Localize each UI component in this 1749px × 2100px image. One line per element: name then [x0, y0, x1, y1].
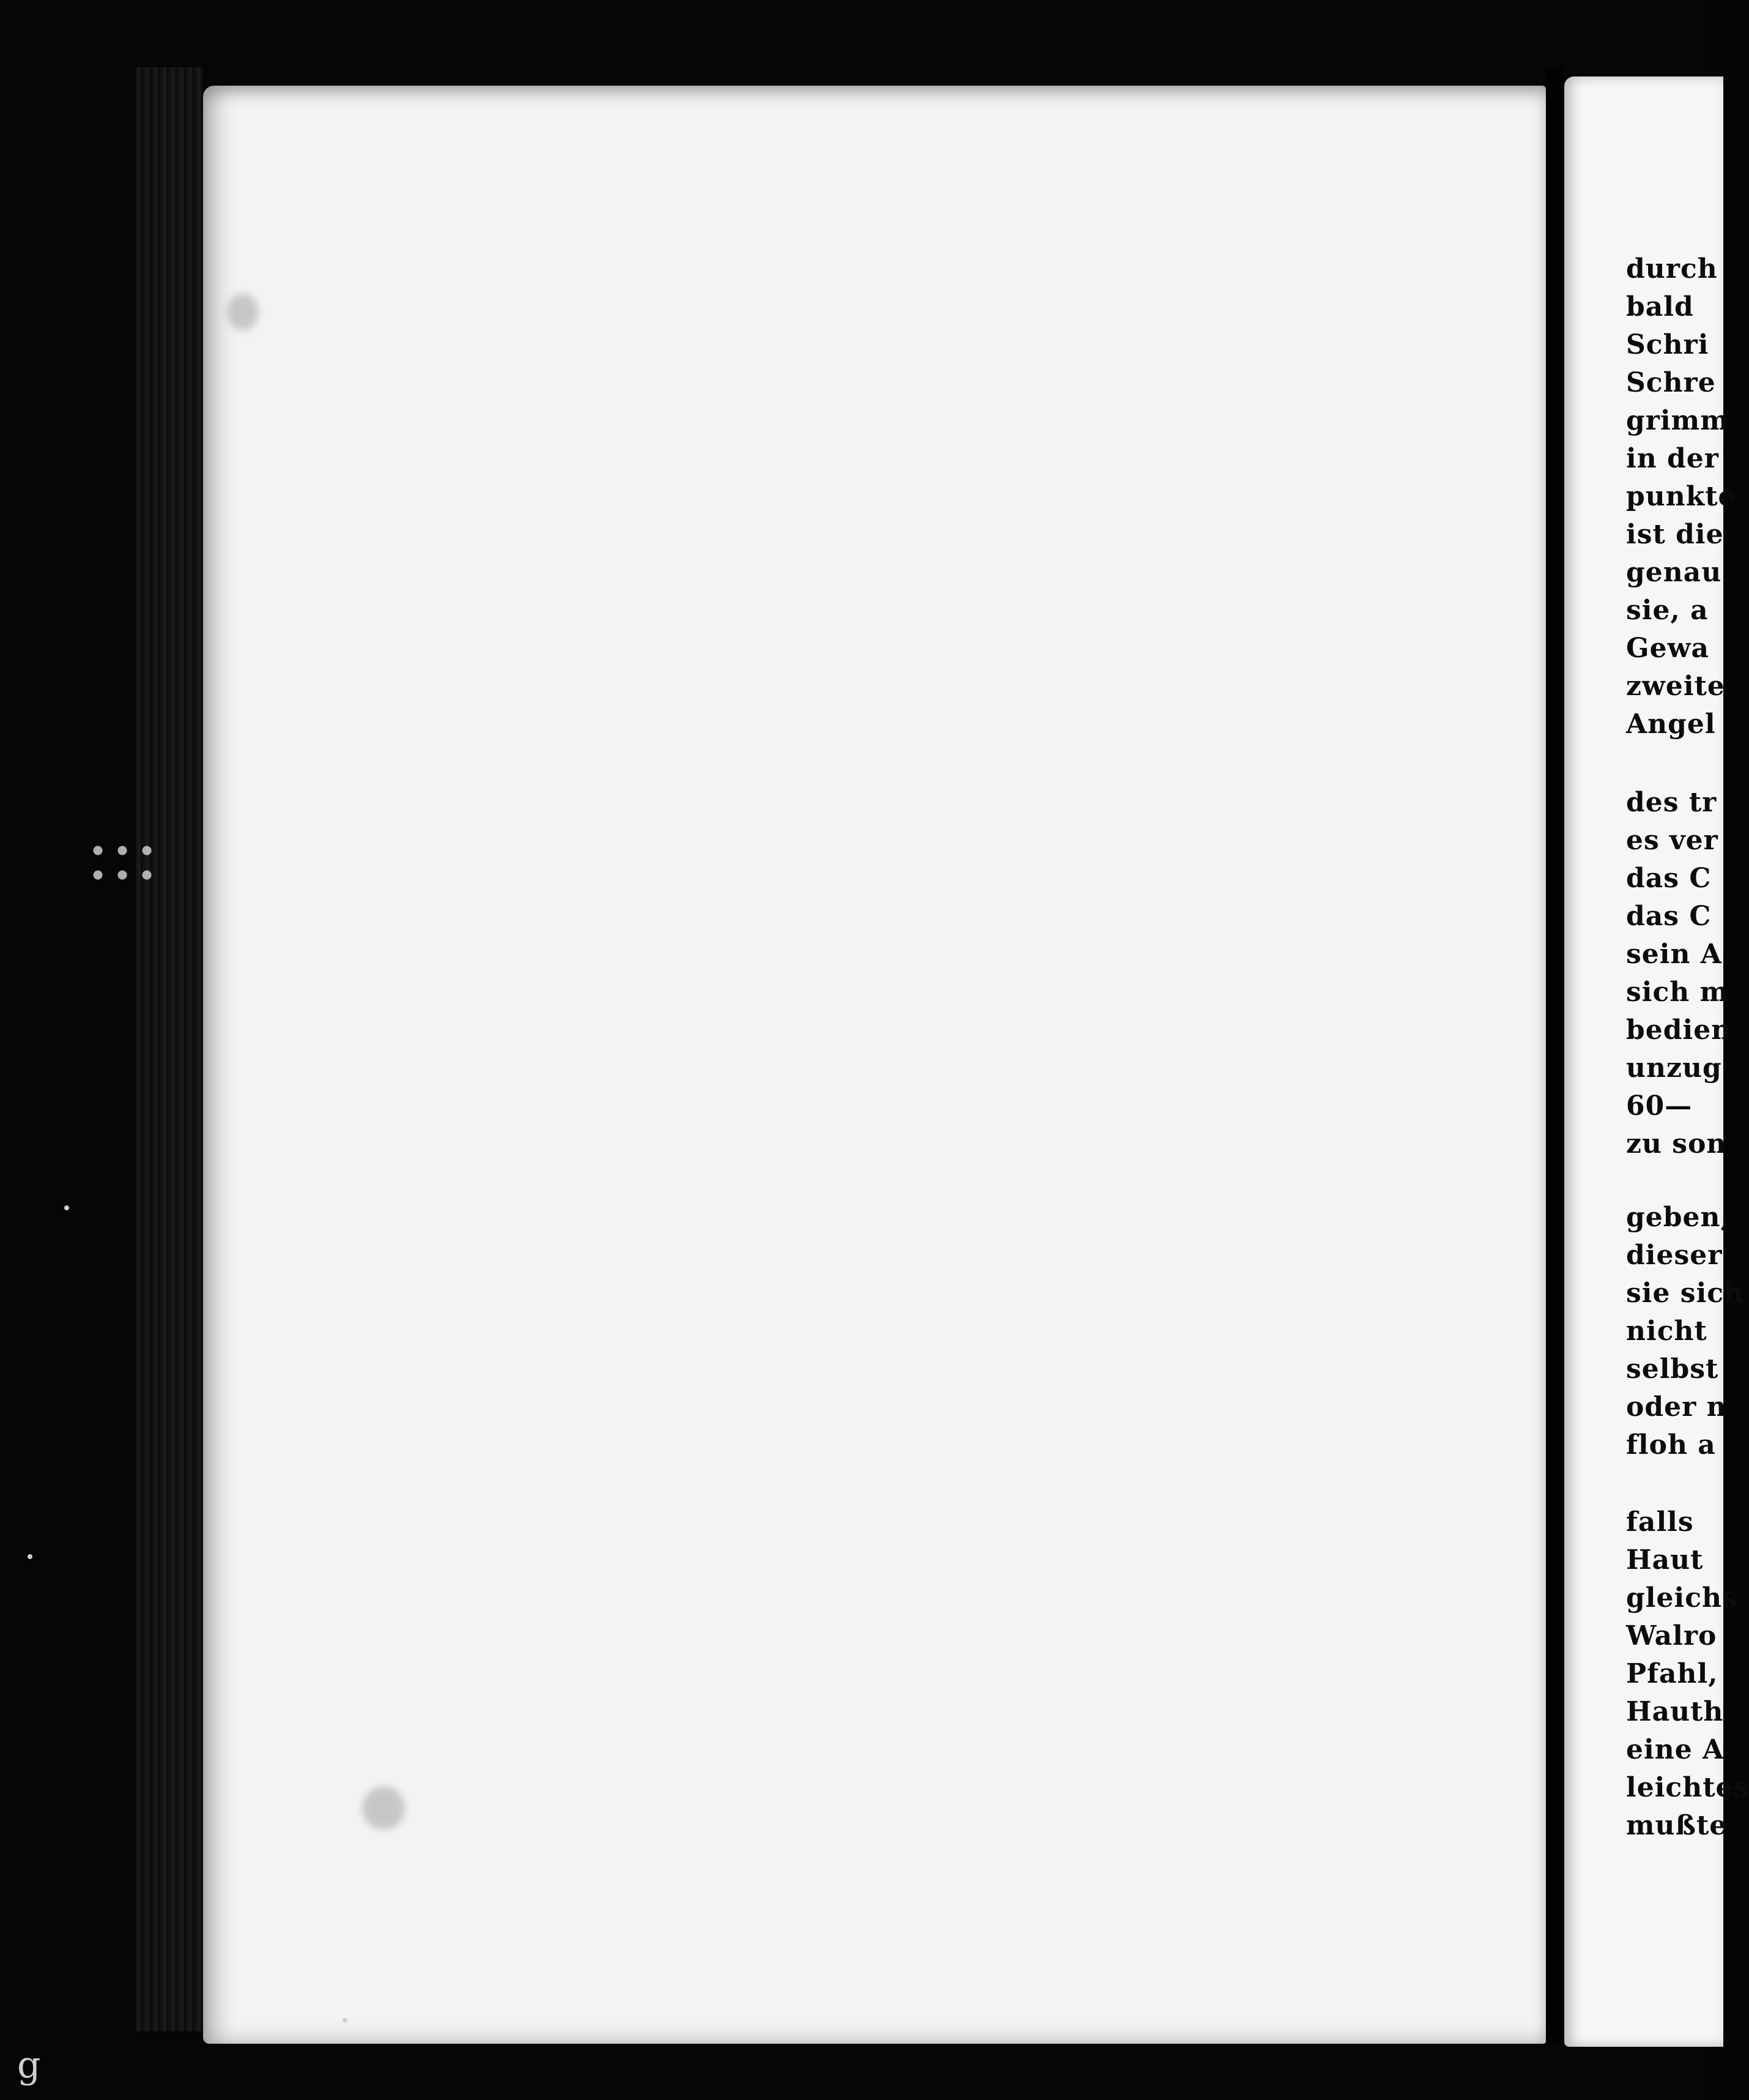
text-line: zu son: [1626, 1128, 1727, 1160]
text-line: durch: [1626, 253, 1718, 285]
text-line: selbst: [1626, 1353, 1719, 1385]
text-line: nicht: [1626, 1316, 1707, 1347]
text-line: des tr: [1626, 787, 1717, 818]
text-line: Gewa: [1626, 633, 1709, 664]
text-line: in der: [1626, 443, 1719, 474]
page-gutter: [1546, 67, 1564, 2044]
text-line: sein A: [1626, 939, 1722, 970]
text-line: grimm: [1626, 405, 1729, 436]
text-line: bald: [1626, 291, 1694, 322]
text-line: Hauth: [1626, 1696, 1724, 1727]
text-line: Angel: [1626, 709, 1716, 740]
text-line: Walro: [1626, 1620, 1717, 1651]
spine-stamp-mark: [86, 838, 153, 893]
text-line: Pfahl,: [1626, 1658, 1718, 1689]
text-line: ist die: [1626, 519, 1724, 550]
text-line: bedien: [1626, 1015, 1732, 1046]
text-line: punkte: [1626, 481, 1736, 512]
book-spine: [136, 67, 203, 2031]
text-line: geben,: [1626, 1202, 1731, 1233]
corner-mark: g: [17, 2044, 41, 2087]
text-line: Haut: [1626, 1544, 1704, 1576]
blank-left-page: [203, 86, 1546, 2044]
page-smudge: [228, 294, 258, 330]
text-line: floh a: [1626, 1429, 1716, 1461]
text-line: sie, a: [1626, 595, 1709, 626]
text-line: unzug: [1626, 1052, 1722, 1084]
text-line: Schre: [1626, 367, 1716, 398]
text-line: mußte: [1626, 1810, 1728, 1841]
dust-speck: [64, 1205, 69, 1210]
text-line: das C: [1626, 863, 1712, 894]
text-line: leichtes: [1626, 1772, 1749, 1803]
text-line: sich m: [1626, 977, 1729, 1008]
text-line: dieser: [1626, 1240, 1723, 1271]
dust-speck: [343, 2018, 347, 2023]
page-smudge: [362, 1787, 405, 1830]
text-line: sie sich: [1626, 1278, 1745, 1309]
text-line: es ver: [1626, 825, 1718, 856]
text-line: Schri: [1626, 329, 1709, 360]
text-line: gleichs: [1626, 1582, 1738, 1614]
text-line: genau: [1626, 557, 1722, 588]
text-line: zweite: [1626, 671, 1725, 702]
text-line: das C: [1626, 901, 1712, 932]
dust-speck: [28, 1554, 32, 1559]
text-line: falls: [1626, 1506, 1694, 1538]
text-line: eine A: [1626, 1734, 1725, 1765]
text-line: oder n: [1626, 1391, 1727, 1423]
text-line: 60—: [1626, 1090, 1693, 1122]
